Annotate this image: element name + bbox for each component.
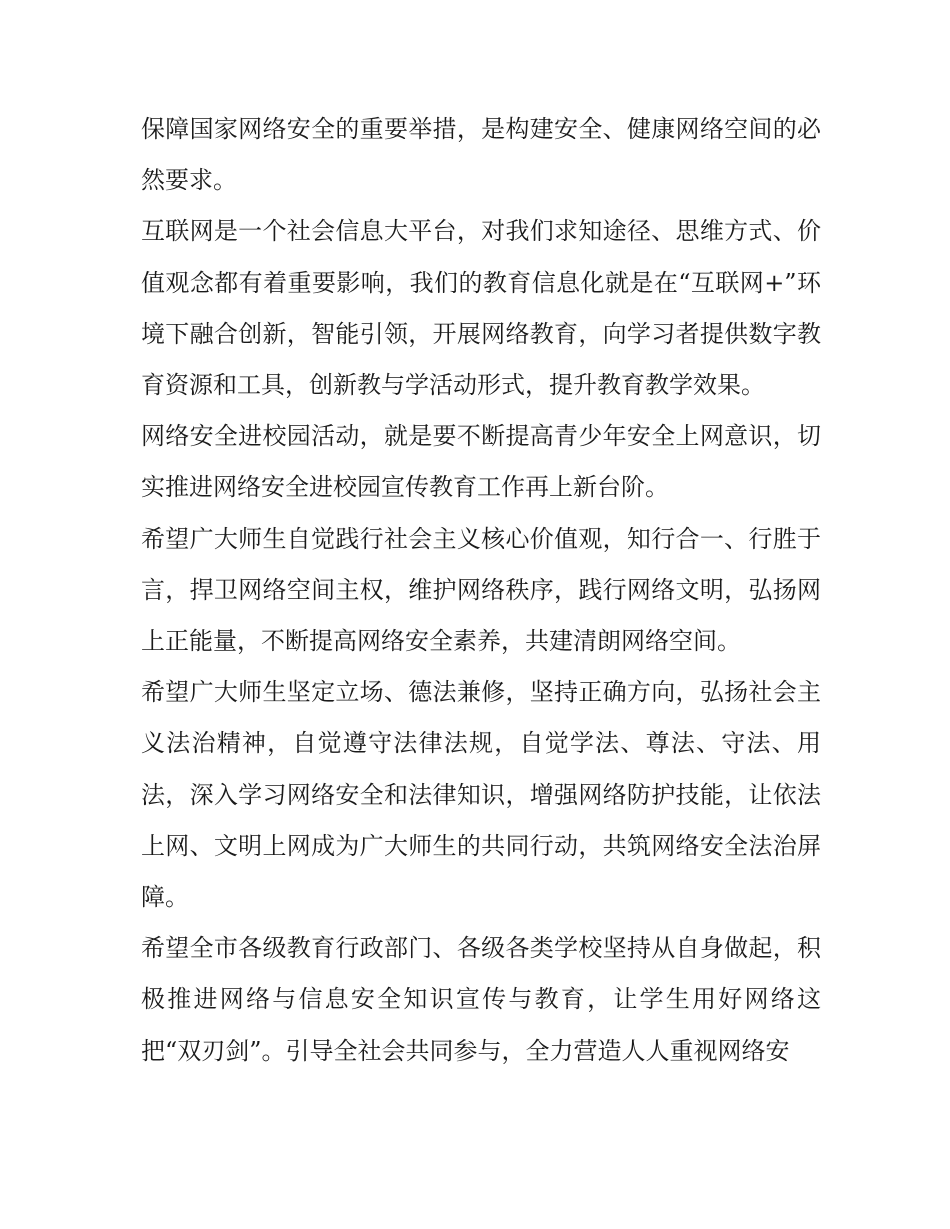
paragraph-1: 保障国家网络安全的重要举措，是构建安全、健康网络空间的必然要求。 [141, 115, 821, 195]
paragraph-6: 希望全市各级教育行政部门、各级各类学校坚持从自身做起，积极推进网络与信息安全知识宣传与教育，让学生用好网络这把“双刃剑”。引导全社会共同参与，全力营造人人重视网络安 [141, 934, 821, 1065]
paragraph-3: 网络安全进校园活动，就是要不断提高青少年安全上网意识，切实推进网络安全进校园宣传教育工作再上新台阶。 [141, 422, 821, 502]
paragraph-4: 希望广大师生自觉践行社会主义核心价值观，知行合一、行胜于言，捍卫网络空间主权，维护网络秩序，践行网络文明，弘扬网上正能量，不断提高网络安全素养，共建清朗网络空间。 [141, 524, 821, 656]
paragraph-5: 希望广大师生坚定立场、德法兼修，坚持正确方向，弘扬社会主义法治精神，自觉遵守法律法规，自觉学法、尊法、守法、用法，深入学习网络安全和法律知识，增强网络防护技能，让依法上网、文明上网成为广大师生的共同行动，共筑网络安全法治屏障。 [141, 678, 821, 912]
paragraph-2: 互联网是一个社会信息大平台，对我们求知途径、思维方式、价值观念都有着重要影响，我们的教育信息化就是在“互联网+”环境下融合创新，智能引领，开展网络教育，向学习者提供数字教育资源和工具，创新教与学活动形式，提升教育教学效果。 [141, 217, 821, 400]
document-body [141, 104, 821, 1077]
